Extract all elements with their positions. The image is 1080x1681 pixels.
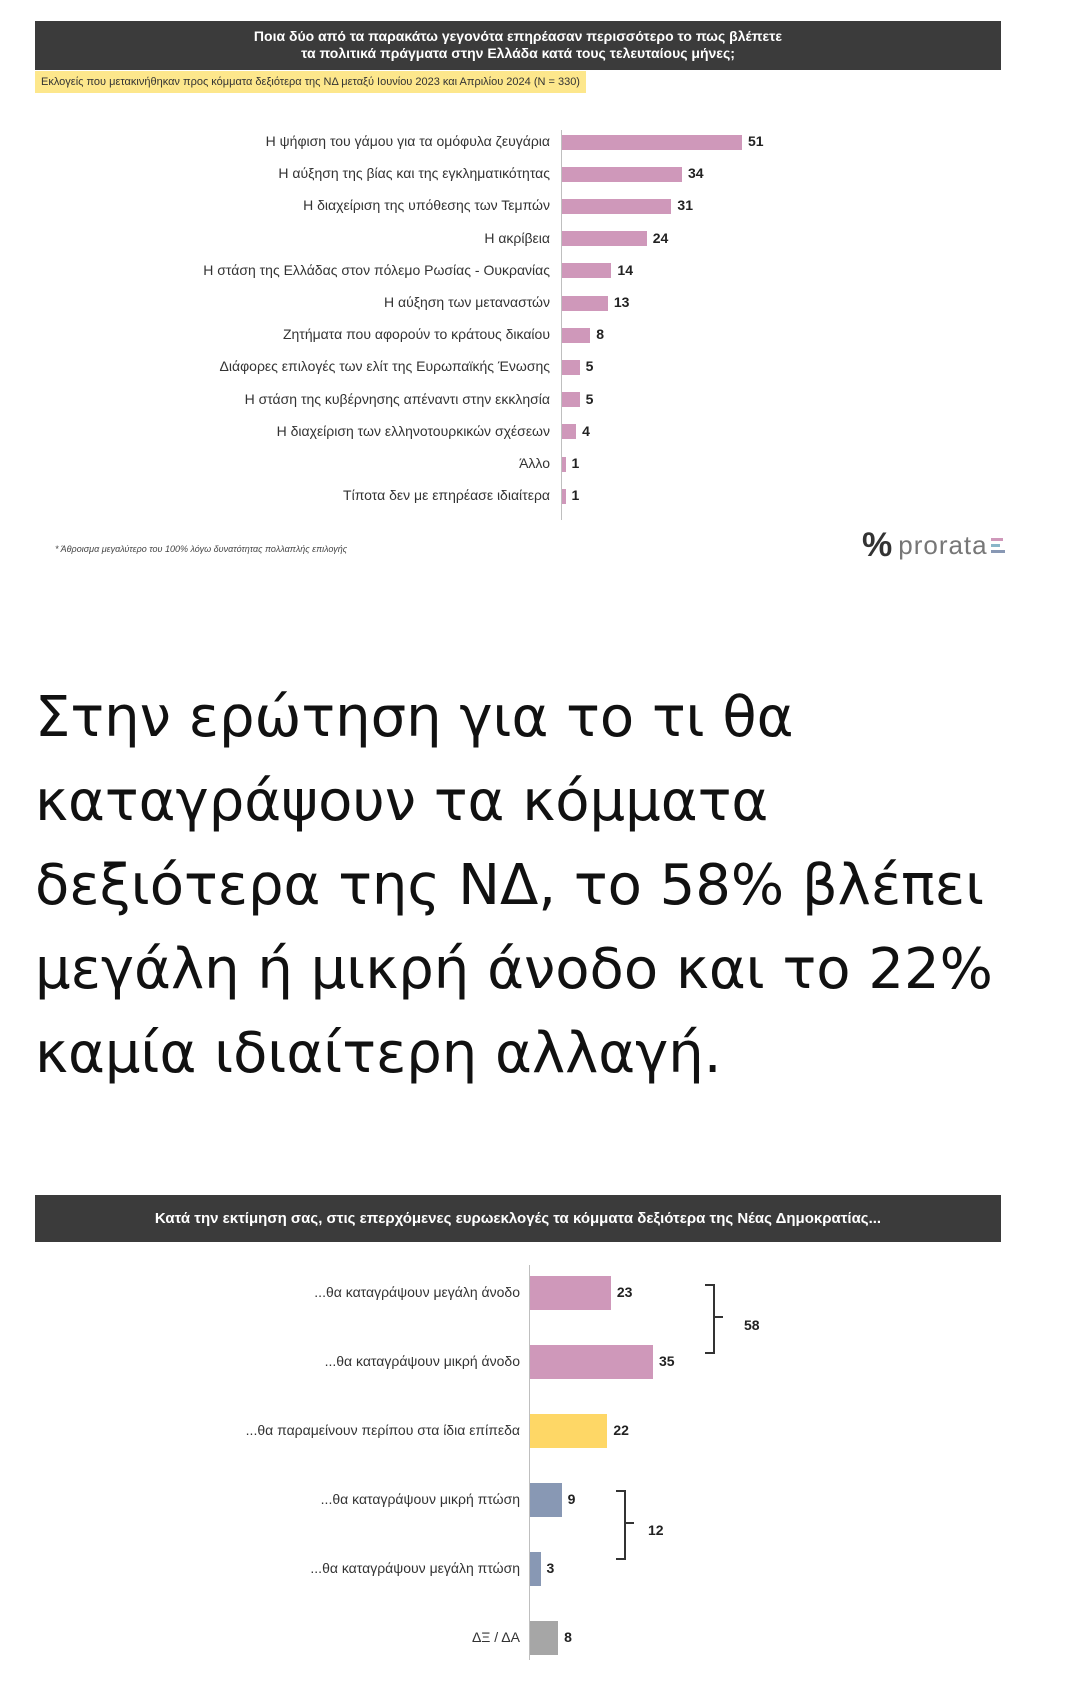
chart-2	[0, 1180, 1080, 1681]
chart-2-bar	[530, 1345, 653, 1379]
chart-1-value-label: 13	[613, 294, 630, 310]
chart-1-value-label: 34	[688, 165, 704, 182]
bracket-decrease	[616, 1490, 626, 1560]
chart-1-bar	[562, 457, 566, 472]
chart-1-category-label: Η διαχείριση της υπόθεσης των Τεμπών	[303, 197, 550, 214]
chart-1-category-label: Τίποτα δεν με επηρέασε ιδιαίτερα	[343, 487, 550, 504]
chart-1-category-label: Άλλο	[519, 455, 550, 471]
chart-2-value-label: 9	[567, 1491, 576, 1507]
chart-1-value-label: 24	[652, 229, 669, 246]
chart-1-bar	[562, 424, 576, 439]
chart-1-value-label: 31	[677, 197, 693, 214]
chart-1-category-label: Η στάση της Ελλάδας στον πόλεμο Ρωσίας - Ουκρανίας	[203, 261, 550, 278]
prorata-logo	[862, 528, 1005, 562]
chart-1-bar	[562, 489, 566, 504]
chart-1-bar	[562, 263, 611, 278]
bracket-decrease-tick	[626, 1522, 634, 1524]
chart-2-bar	[530, 1414, 607, 1448]
chart-2-value-label: 35	[659, 1353, 675, 1369]
chart-1	[0, 0, 1080, 580]
chart-1-subtitle: Εκλογείς που μετακινήθηκαν προς κόμματα δεξιότερα της ΝΔ μεταξύ Ιουνίου 2023 και Απριλίου 2024 (Ν = 330)	[35, 71, 586, 93]
chart-2-category-label: ...θα παραμείνουν περίπου στα ίδια επίπεδα	[245, 1422, 520, 1438]
chart-1-bar	[562, 392, 580, 407]
chart-1-bar	[562, 231, 647, 246]
bracket-increase	[705, 1284, 715, 1354]
chart-1-value-label: 4	[582, 422, 590, 439]
chart-1-category-label: Η αύξηση των μεταναστών	[383, 294, 550, 310]
chart-1-bar	[562, 328, 590, 343]
chart-2-value-label: 23	[616, 1284, 633, 1300]
chart-2-value-label: 22	[613, 1422, 629, 1438]
chart-1-category-label: Η στάση της κυβέρνησης απέναντι στην εκκλησία	[244, 390, 550, 407]
chart-2-category-label: ...θα καταγράψουν μικρή άνοδο	[324, 1353, 520, 1369]
chart-1-title	[35, 21, 1001, 70]
chart-2-value-label: 3	[546, 1560, 555, 1576]
chart-1-bar	[562, 199, 671, 214]
chart-2-category-label: ΔΞ / ΔΑ	[471, 1629, 520, 1645]
chart-2-bar	[530, 1483, 562, 1517]
chart-1-category-label: Η ψήφιση του γάμου για τα ομόφυλα ζευγάρια	[265, 133, 550, 149]
chart-2-axis	[529, 1265, 530, 1660]
chart-2-bar	[530, 1276, 611, 1310]
chart-1-title-line-2: τα πολιτικά πράγματα στην Ελλάδα κατά τους τελευταίους μήνες;	[301, 45, 735, 61]
percent-logo-icon: %	[862, 526, 893, 564]
chart-1-value-label: 14	[617, 261, 633, 278]
chart-2-value-label: 8	[564, 1629, 572, 1645]
chart-1-value-label: 1	[571, 455, 580, 471]
chart-1-category-label: Η αύξηση της βίας και της εγκληματικότητας	[278, 165, 550, 182]
chart-1-value-label: 8	[596, 326, 605, 343]
chart-1-category-label: Η διαχείριση των ελληνοτουρκικών σχέσεων	[276, 422, 550, 439]
chart-1-bar	[562, 360, 580, 375]
chart-1-title-line-1: Ποια δύο από τα παρακάτω γεγονότα επηρέασαν περισσότερο το πως βλέπετε	[253, 28, 783, 44]
logo-text: prorata	[898, 530, 988, 560]
chart-2-category-label: ...θα καταγράψουν μεγάλη άνοδο	[314, 1284, 520, 1300]
chart-1-category-label: Η ακρίβεια	[484, 229, 550, 246]
chart-1-category-label: Ζητήματα που αφορούν το κράτους δικαίου	[282, 326, 550, 343]
chart-1-footnote: * Άθροισμα μεγαλύτερο του 100% λόγω δυνατότητας πολλαπλής επιλογής	[55, 544, 348, 554]
bracket-increase-value: 58	[744, 1317, 760, 1333]
chart-1-bar	[562, 167, 682, 182]
chart-2-category-label: ...θα καταγράψουν μικρή πτώση	[320, 1491, 520, 1507]
chart-2-title: Κατά την εκτίμηση σας, στις επερχόμενες ευρωεκλογές τα κόμματα δεξιότερα της Νέας Δημοκρατίας...	[35, 1195, 1001, 1242]
chart-1-value-label: 51	[748, 133, 764, 149]
chart-1-bar	[562, 296, 608, 311]
chart-1-value-label: 5	[585, 390, 594, 407]
chart-2-bar	[530, 1621, 558, 1655]
chart-2-category-label: ...θα καταγράψουν μεγάλη πτώση	[310, 1560, 520, 1576]
chart-1-bar	[562, 135, 742, 150]
chart-1-value-label: 1	[571, 487, 580, 504]
bracket-decrease-value: 12	[648, 1522, 664, 1538]
chart-1-value-label: 5	[585, 358, 594, 375]
article-paragraph: Στην ερώτηση για το τι θα καταγράψουν τα κόμματα δεξιότερα της ΝΔ, το 58% βλέπει μεγάλη ή μικρή άνοδο και το 22% καμία ιδιαίτερη αλλαγή.	[35, 685, 993, 1086]
chart-2-bar	[530, 1552, 541, 1586]
bracket-increase-tick	[715, 1316, 723, 1318]
chart-1-category-label: Διάφορες επιλογές των ελίτ της Ευρωπαϊκής Ένωσης	[219, 358, 550, 375]
logo-bars-icon	[991, 538, 1005, 553]
